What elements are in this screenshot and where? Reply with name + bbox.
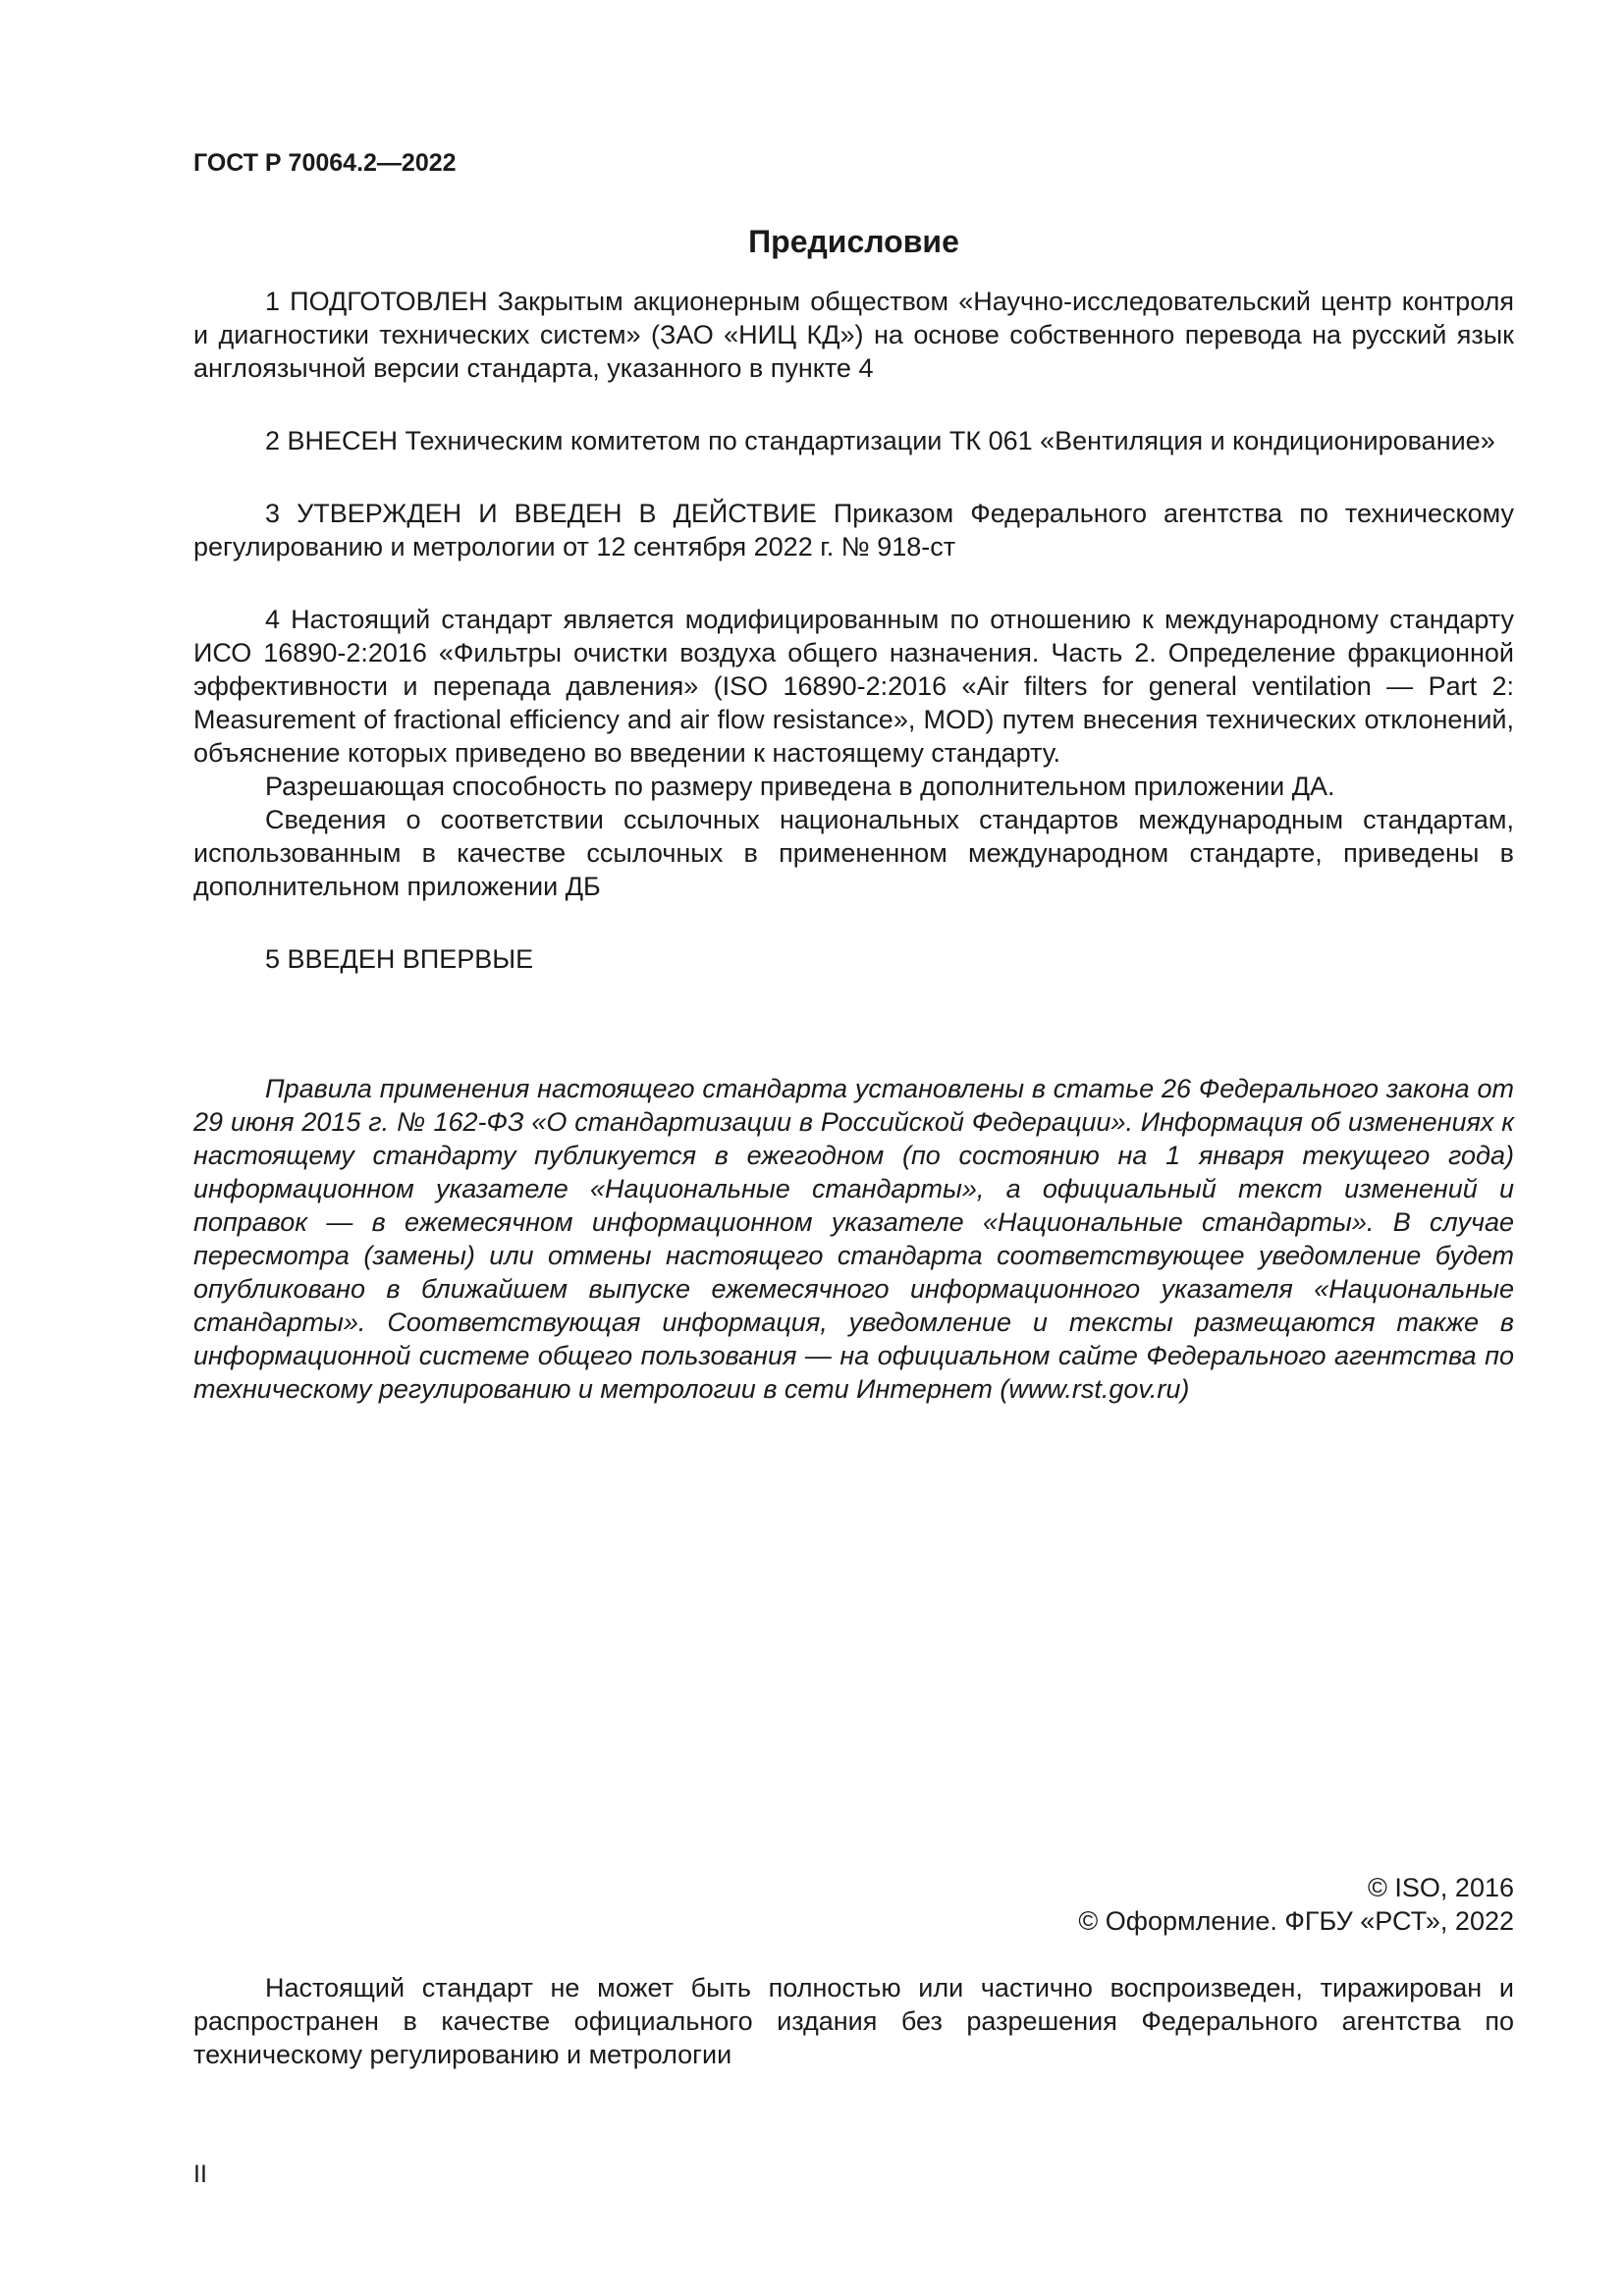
foreword-item-1: 1 ПОДГОТОВЛЕН Закрытым акционерным обществом «Научно-исследовательский центр контроля и диагностики технических систем» (ЗАО «НИЦ КД») на основе собственного перевода на русский язык англоязычной версии стандарта, указанного в пункте 4 bbox=[193, 287, 1514, 383]
foreword-item-4-resolution: Разрешающая способность по размеру приведена в дополнительном приложении ДА. bbox=[265, 772, 1335, 801]
copyright-block bbox=[193, 1871, 1514, 1938]
copyright-iso: © ISO, 2016 bbox=[1368, 1873, 1514, 1902]
foreword-item-2: 2 ВНЕСЕН Техническим комитетом по стандартизации ТК 061 «Вентиляция и кондиционирование» bbox=[265, 426, 1495, 455]
page-title: Предисловие bbox=[748, 224, 959, 259]
foreword-item-3: 3 УТВЕРЖДЕН И ВВЕДЕН В ДЕЙСТВИЕ Приказом Федерального агентства по техническому регулированию и метрологии от 12 сентября 2022 г. № 918-ст bbox=[193, 499, 1514, 561]
foreword-items bbox=[193, 285, 1514, 976]
foreword-item-4-references: Сведения о соответствии ссылочных национальных стандартов международным стандартам, использованным в качестве ссылочных в примененном международном стандарте, приведены в дополнительном приложении ДБ bbox=[193, 805, 1514, 901]
foreword-item-4: 4 Настоящий стандарт является модифицированным по отношению к международному стандарту ИСО 16890-2:2016 «Фильтры очистки воздуха общего назначения. Часть 2. Определение фракционной эффективности и перепада давления» (ISO 16890-2:2016 «Air filters for general ventilation — Part 2: Measurement of fractional efficiency and air flow resistance», MOD) путем внесения технических отклонений, объяснение которых приведено во введении к настоящему стандарту. bbox=[193, 605, 1514, 768]
copyright-design: © Оформление. ФГБУ «РСТ», 2022 bbox=[1078, 1906, 1514, 1936]
reproduction-notice: Настоящий стандарт не может быть полностью или частично воспроизведен, тиражирован и распространен в качестве официального издания без разрешения Федерального агентства по техническому регулированию и метрологии bbox=[193, 1973, 1514, 2069]
application-rules-notice: Правила применения настоящего стандарта установлены в статье 26 Федерального закона от 29 июня 2015 г. № 162-ФЗ «О стандартизации в Российской Федерации». Информация об изменениях к настоящему стандарту публикуется в ежегодном (по состоянию на 1 января текущего года) информационном указателе «Национальные стандарты», а официальный текст изменений и поправок — в ежемесячном информационном указателе «Национальные стандарты». В случае пересмотра (замены) или отмены настоящего стандарта соответствующее уведомление будет опубликовано в ближайшем выпуске ежемесячного информационного указателя «Национальные стандарты». Соответствующая информация, уведомление и тексты размещаются также в информационной системе общего пользования — на официальном сайте Федерального агентства по техническому регулированию и метрологии в сети Интернет (www.rst.gov.ru) bbox=[193, 1074, 1514, 1404]
foreword-item-5: 5 ВВЕДЕН ВПЕРВЫЕ bbox=[265, 944, 534, 974]
document-code-header: ГОСТ Р 70064.2—2022 bbox=[193, 149, 457, 177]
page-number: II bbox=[193, 2161, 207, 2188]
